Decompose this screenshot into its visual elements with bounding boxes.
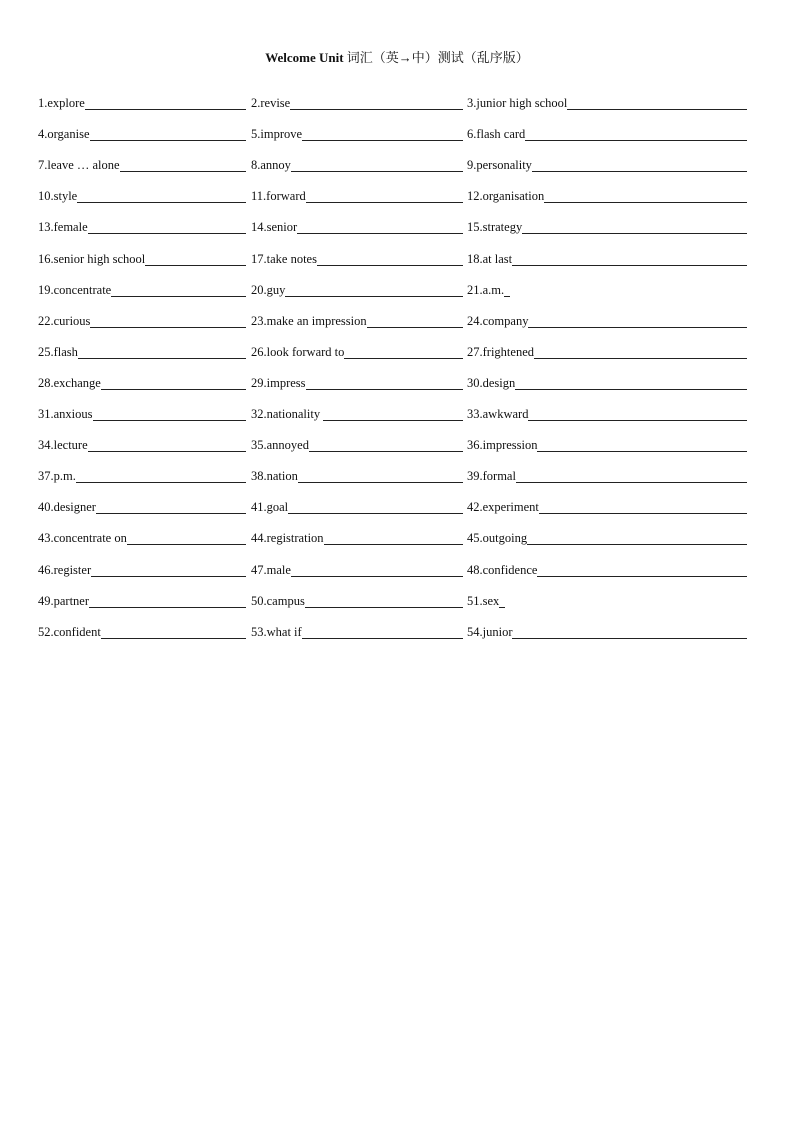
answer-blank[interactable] xyxy=(544,202,747,203)
item-word: nationality xyxy=(266,407,324,422)
answer-blank[interactable] xyxy=(78,358,246,359)
item-word: junior xyxy=(482,624,513,639)
vocab-item xyxy=(251,490,463,521)
item-number: 18. xyxy=(467,251,483,266)
item-word: awkward xyxy=(482,407,529,422)
answer-blank[interactable] xyxy=(539,513,747,514)
vocab-item xyxy=(38,117,246,148)
item-word: junior high school xyxy=(476,96,568,111)
item-number: 27. xyxy=(467,344,483,359)
answer-blank[interactable] xyxy=(528,327,747,328)
vocab-item xyxy=(467,304,747,335)
answer-blank[interactable] xyxy=(537,576,747,577)
item-word: impress xyxy=(266,375,306,390)
vocab-item xyxy=(251,117,463,148)
item-number: 11. xyxy=(251,189,267,204)
vocab-item xyxy=(467,273,747,304)
answer-blank[interactable] xyxy=(567,109,747,110)
item-word: forward xyxy=(266,189,306,204)
answer-blank[interactable] xyxy=(291,576,463,577)
vocab-item xyxy=(251,179,463,210)
answer-blank[interactable] xyxy=(88,451,246,452)
item-number: 54. xyxy=(467,624,483,639)
item-number: 7. xyxy=(38,158,48,173)
vocab-item xyxy=(251,210,463,241)
item-word: female xyxy=(53,220,88,235)
vocab-item xyxy=(251,521,463,552)
answer-blank[interactable] xyxy=(90,140,247,141)
answer-blank[interactable] xyxy=(90,327,246,328)
answer-blank[interactable] xyxy=(145,265,246,266)
item-number: 52. xyxy=(38,624,54,639)
item-number: 28. xyxy=(38,375,54,390)
item-word: sex xyxy=(482,593,500,608)
item-word: confident xyxy=(53,624,101,639)
item-word: designer xyxy=(53,500,96,515)
vocab-item xyxy=(467,210,747,241)
answer-blank[interactable] xyxy=(512,638,747,639)
answer-blank[interactable] xyxy=(76,482,246,483)
item-number: 32. xyxy=(251,407,267,422)
item-number: 46. xyxy=(38,562,54,577)
item-number: 31. xyxy=(38,407,54,422)
item-number: 44. xyxy=(251,531,267,546)
item-number: 41. xyxy=(251,500,267,515)
vocab-item xyxy=(251,273,463,304)
answer-blank[interactable] xyxy=(101,638,246,639)
answer-blank[interactable] xyxy=(525,140,747,141)
item-word: look forward to xyxy=(266,344,345,359)
answer-blank[interactable] xyxy=(532,171,747,172)
item-word: organise xyxy=(47,127,90,142)
vocab-item xyxy=(38,304,246,335)
item-number: 47. xyxy=(251,562,267,577)
title-chinese: 词汇（英→中）测试（乱序版） xyxy=(343,50,529,65)
item-number: 9. xyxy=(467,158,477,173)
item-word: p.m. xyxy=(53,469,76,484)
vocab-item xyxy=(38,428,246,459)
item-word: concentrate xyxy=(53,282,112,297)
item-number: 38. xyxy=(251,469,267,484)
item-word: lecture xyxy=(53,438,88,453)
vocab-item xyxy=(251,615,463,646)
vocab-item xyxy=(38,615,246,646)
answer-blank[interactable] xyxy=(302,140,463,141)
vocab-item xyxy=(467,521,747,552)
vocab-item xyxy=(38,490,246,521)
answer-blank[interactable] xyxy=(499,607,505,608)
vocab-item xyxy=(38,335,246,366)
item-number: 35. xyxy=(251,438,267,453)
item-number: 10. xyxy=(38,189,54,204)
item-word: revise xyxy=(260,96,291,111)
answer-blank[interactable] xyxy=(302,638,463,639)
item-word: male xyxy=(266,562,291,577)
vocab-item xyxy=(38,552,246,583)
answer-blank[interactable] xyxy=(512,265,747,266)
item-word: make an impression xyxy=(266,313,367,328)
answer-blank[interactable] xyxy=(298,482,463,483)
item-number: 4. xyxy=(38,127,48,142)
item-word: confidence xyxy=(482,562,538,577)
item-number: 49. xyxy=(38,593,54,608)
answer-blank[interactable] xyxy=(324,544,463,545)
item-number: 21. xyxy=(467,282,483,297)
answer-blank[interactable] xyxy=(344,358,463,359)
item-number: 40. xyxy=(38,500,54,515)
item-word: goal xyxy=(266,500,289,515)
title-english: Welcome Unit xyxy=(265,50,344,65)
vocab-item xyxy=(251,552,463,583)
vocab-item xyxy=(251,428,463,459)
item-number: 12. xyxy=(467,189,483,204)
item-word: outgoing xyxy=(482,531,528,546)
item-word: flash xyxy=(53,344,78,359)
vocab-item xyxy=(467,148,747,179)
item-number: 15. xyxy=(467,220,483,235)
vocab-item xyxy=(251,241,463,272)
item-word: curious xyxy=(53,313,91,328)
vocab-item xyxy=(251,86,463,117)
item-number: 6. xyxy=(467,127,477,142)
vocab-item xyxy=(38,210,246,241)
answer-blank[interactable] xyxy=(93,420,246,421)
vocab-item xyxy=(38,521,246,552)
answer-blank[interactable] xyxy=(291,171,463,172)
vocab-item xyxy=(38,148,246,179)
item-number: 25. xyxy=(38,344,54,359)
answer-blank[interactable] xyxy=(127,544,246,545)
vocab-item xyxy=(38,366,246,397)
answer-blank[interactable] xyxy=(305,607,463,608)
item-number: 17. xyxy=(251,251,267,266)
vocab-item xyxy=(467,428,747,459)
item-word: a.m. xyxy=(482,282,505,297)
vocab-item xyxy=(251,459,463,490)
item-word: formal xyxy=(482,469,516,484)
vocab-item xyxy=(38,179,246,210)
item-number: 26. xyxy=(251,344,267,359)
vocab-item xyxy=(467,179,747,210)
item-number: 45. xyxy=(467,531,483,546)
item-word: experiment xyxy=(482,500,539,515)
item-word: partner xyxy=(53,593,90,608)
vocab-item xyxy=(38,86,246,117)
item-number: 5. xyxy=(251,127,261,142)
item-word: register xyxy=(53,562,92,577)
answer-blank[interactable] xyxy=(528,420,747,421)
item-number: 50. xyxy=(251,593,267,608)
vocab-item xyxy=(251,335,463,366)
item-word: take notes xyxy=(266,251,317,266)
answer-blank[interactable] xyxy=(290,109,463,110)
answer-blank[interactable] xyxy=(96,513,246,514)
item-word: leave … alone xyxy=(47,158,120,173)
item-word: personality xyxy=(476,158,532,173)
item-number: 36. xyxy=(467,438,483,453)
item-word: style xyxy=(53,189,78,204)
answer-blank[interactable] xyxy=(527,544,747,545)
vocab-item xyxy=(38,273,246,304)
vocab-item xyxy=(251,584,463,615)
item-word: senior high school xyxy=(53,251,146,266)
item-word: what if xyxy=(266,624,302,639)
vocab-item xyxy=(467,117,747,148)
answer-blank[interactable] xyxy=(504,296,510,297)
answer-blank[interactable] xyxy=(77,202,246,203)
answer-blank[interactable] xyxy=(306,202,463,203)
answer-blank[interactable] xyxy=(85,109,246,110)
answer-blank[interactable] xyxy=(288,513,463,514)
answer-blank[interactable] xyxy=(323,420,463,421)
vocab-item xyxy=(467,584,747,615)
vocab-item xyxy=(251,148,463,179)
answer-blank[interactable] xyxy=(88,233,246,234)
item-number: 39. xyxy=(467,469,483,484)
answer-blank[interactable] xyxy=(306,389,463,390)
item-number: 33. xyxy=(467,407,483,422)
vocab-item xyxy=(467,335,747,366)
answer-blank[interactable] xyxy=(537,451,747,452)
answer-blank[interactable] xyxy=(367,327,463,328)
item-word: at last xyxy=(482,251,513,266)
answer-blank[interactable] xyxy=(534,358,747,359)
item-word: senior xyxy=(266,220,298,235)
item-word: guy xyxy=(266,282,286,297)
vocab-item xyxy=(467,615,747,646)
item-number: 13. xyxy=(38,220,54,235)
answer-blank[interactable] xyxy=(317,265,463,266)
vocab-item xyxy=(38,459,246,490)
vocab-item xyxy=(38,397,246,428)
item-number: 42. xyxy=(467,500,483,515)
vocab-item xyxy=(467,366,747,397)
answer-blank[interactable] xyxy=(120,171,246,172)
answer-blank[interactable] xyxy=(515,389,747,390)
item-word: frightened xyxy=(482,344,534,359)
vocab-grid xyxy=(38,86,747,646)
item-number: 43. xyxy=(38,531,54,546)
item-number: 29. xyxy=(251,375,267,390)
item-number: 8. xyxy=(251,158,261,173)
item-number: 1. xyxy=(38,96,48,111)
item-number: 14. xyxy=(251,220,267,235)
item-word: campus xyxy=(266,593,305,608)
vocab-item xyxy=(251,397,463,428)
item-number: 20. xyxy=(251,282,267,297)
item-number: 3. xyxy=(467,96,477,111)
answer-blank[interactable] xyxy=(285,296,463,297)
item-number: 16. xyxy=(38,251,54,266)
item-word: annoyed xyxy=(266,438,309,453)
answer-blank[interactable] xyxy=(516,482,747,483)
item-number: 23. xyxy=(251,313,267,328)
page-title xyxy=(0,49,794,67)
item-word: concentrate on xyxy=(53,531,127,546)
item-number: 24. xyxy=(467,313,483,328)
item-number: 2. xyxy=(251,96,261,111)
answer-blank[interactable] xyxy=(91,576,246,577)
item-word: organisation xyxy=(482,189,545,204)
item-word: explore xyxy=(47,96,85,111)
item-word: exchange xyxy=(53,375,101,390)
item-number: 48. xyxy=(467,562,483,577)
item-word: annoy xyxy=(260,158,291,173)
item-word: improve xyxy=(260,127,303,142)
item-word: nation xyxy=(266,469,298,484)
item-word: company xyxy=(482,313,529,328)
item-word: design xyxy=(482,375,516,390)
vocab-item xyxy=(251,304,463,335)
answer-blank[interactable] xyxy=(297,233,463,234)
vocab-item xyxy=(38,241,246,272)
item-number: 53. xyxy=(251,624,267,639)
item-number: 22. xyxy=(38,313,54,328)
vocab-item xyxy=(467,86,747,117)
item-word: impression xyxy=(482,438,538,453)
item-number: 51. xyxy=(467,593,483,608)
vocab-item xyxy=(467,552,747,583)
item-number: 30. xyxy=(467,375,483,390)
vocab-item xyxy=(38,584,246,615)
vocab-item xyxy=(467,459,747,490)
answer-blank[interactable] xyxy=(111,296,246,297)
item-word: flash card xyxy=(476,127,526,142)
vocab-item xyxy=(251,366,463,397)
item-word: registration xyxy=(266,531,324,546)
vocab-item xyxy=(467,490,747,521)
item-number: 34. xyxy=(38,438,54,453)
vocab-item xyxy=(467,241,747,272)
item-word: strategy xyxy=(482,220,523,235)
answer-blank[interactable] xyxy=(309,451,463,452)
item-number: 37. xyxy=(38,469,54,484)
item-number: 19. xyxy=(38,282,54,297)
answer-blank[interactable] xyxy=(522,233,747,234)
vocab-item xyxy=(467,397,747,428)
answer-blank[interactable] xyxy=(101,389,246,390)
answer-blank[interactable] xyxy=(89,607,246,608)
item-word: anxious xyxy=(53,407,93,422)
